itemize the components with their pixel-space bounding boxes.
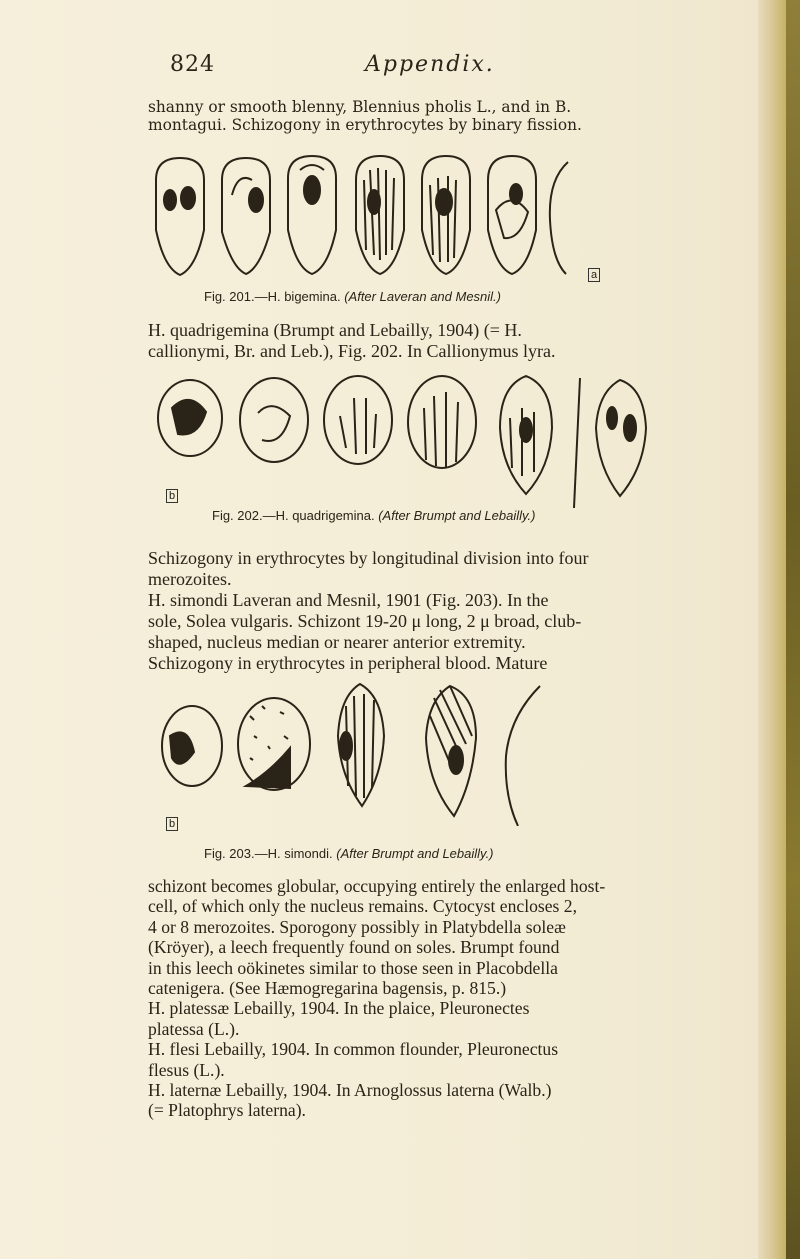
figure-201-caption-credit: (After Laveran and Mesnil.) [344, 289, 501, 304]
final-line: (Kröyer), a leech frequently found on soles. Brumpt found [148, 937, 560, 958]
figure-202-illustration [150, 368, 730, 508]
figure-203-caption-main: Fig. 203.—H. simondi. [204, 846, 333, 861]
schizogony-line-1: Schizogony in erythrocytes by longitudinal division into four [148, 548, 589, 568]
quadrigemina-line-1: H. quadrigemina (Brumpt and Lebailly, 1904) (= H. [148, 320, 522, 340]
figure-201-caption-main: Fig. 201.—H. bigemina. [204, 289, 341, 304]
final-line: catenigera. (See Hæmogregarina bagensis, p. 815.) [148, 978, 507, 999]
page-header [150, 52, 590, 82]
final-paragraph [148, 876, 748, 1121]
quadrigemina-line-2: callionymi, Br. and Leb.), Fig. 202. In Callionymus lyra. [148, 341, 556, 361]
schizogony-line-2: merozoites. [148, 569, 232, 589]
figure-202-caption-main: Fig. 202.—H. quadrigemina. [212, 508, 375, 523]
final-line: platessa (L.). [148, 1018, 240, 1039]
figure-202-caption-credit: (After Brumpt and Lebailly.) [378, 508, 536, 523]
final-line: H. platessæ Lebailly, 1904. In the plaice, Pleuronectes [148, 998, 530, 1019]
page-number: 824 [170, 52, 215, 77]
simondi-line-2: sole, Solea vulgaris. Schizont 19-20 μ long, 2 μ broad, club- [148, 611, 582, 631]
figure-203-caption [204, 846, 494, 861]
figure-203-caption-credit: (After Brumpt and Lebailly.) [336, 846, 494, 861]
quadrigemina-paragraph [148, 320, 748, 362]
final-line: (= Platophrys laterna). [148, 1100, 306, 1121]
simondi-line-3: shaped, nucleus median or nearer anterior extremity. [148, 632, 526, 652]
intro-paragraph [148, 98, 748, 135]
figure-201-illustration [148, 150, 738, 285]
figure-203-letter: b [166, 817, 178, 831]
schizogony-paragraph [148, 548, 748, 590]
simondi-line-4: Schizogony in erythrocytes in peripheral blood. Mature [148, 653, 548, 673]
figure-202-caption [212, 508, 536, 523]
final-line: 4 or 8 merozoites. Sporogony possibly in Platybdella soleæ [148, 916, 566, 937]
final-line: schizont becomes globular, occupying entirely the enlarged host- [148, 876, 606, 896]
final-line: flesus (L.). [148, 1059, 225, 1080]
simondi-line-1: H. simondi Laveran and Mesnil, 1901 (Fig. 203). In the [148, 590, 549, 610]
figure-203-illustration [150, 676, 670, 826]
final-line: H. laternæ Lebailly, 1904. In Arnoglossus laterna (Walb.) [148, 1080, 552, 1101]
figure-201-letter: a [588, 268, 600, 282]
intro-line-1: shanny or smooth blenny, Blennius pholis L., and in B. [148, 98, 572, 116]
simondi-paragraph [148, 590, 748, 674]
figure-201-caption [204, 289, 501, 304]
running-head: Appendix. [365, 52, 495, 77]
figure-202-letter: b [166, 489, 178, 503]
intro-line-2: montagui. Schizogony in erythrocytes by binary fission. [148, 116, 582, 135]
final-line: cell, of which only the nucleus remains. Cytocyst encloses 2, [148, 896, 577, 917]
page-edge-shadow [786, 0, 800, 1259]
final-line: H. flesi Lebailly, 1904. In common flounder, Pleuronectus [148, 1039, 559, 1060]
final-line: in this leech oökinetes similar to those seen in Placobdella [148, 957, 558, 978]
